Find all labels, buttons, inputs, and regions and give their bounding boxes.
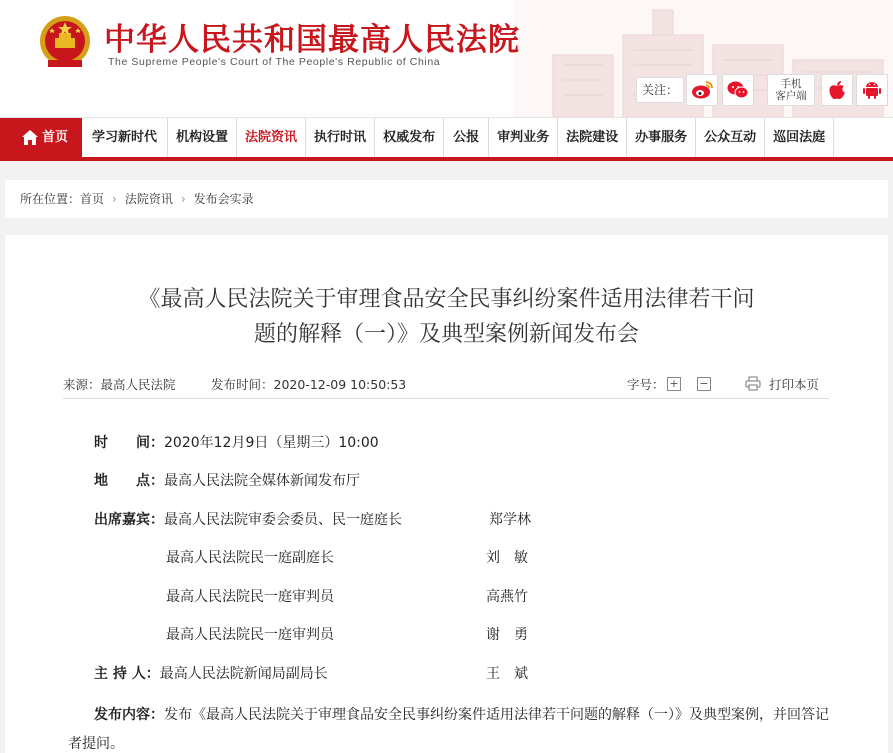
guest-title: 最高人民法院民一庭审判员 <box>166 627 334 643</box>
time-label: 时 间： <box>94 435 164 451</box>
content-text: 发布《最高人民法院关于审理食品安全民事纠纷案件适用法律若干问题的解释（一）》及典型案例，并回答记者提问。 <box>68 707 829 752</box>
guest-name: 谢 勇 <box>486 627 528 643</box>
chevron-right-icon: › <box>180 192 186 206</box>
guest-title: 最高人民法院审委会委员、民一庭庭长 <box>164 512 402 528</box>
time-value: 2020年12月9日（星期三）10:00 <box>164 435 379 451</box>
nav-items <box>0 118 834 158</box>
nav-item-study[interactable]: 学习新时代 <box>82 118 168 158</box>
location-label: 地 点： <box>94 473 164 489</box>
article-meta <box>63 375 829 399</box>
breadcrumb-home[interactable]: 首页 <box>80 192 105 206</box>
host-row <box>94 663 328 683</box>
nav-item-organization[interactable]: 机构设置 <box>168 118 237 158</box>
font-size-label: 字号： <box>627 377 665 392</box>
breadcrumb-prefix: 所在位置： <box>20 192 81 206</box>
article-publish-time: 发布时间：2020-12-09 10:50:53 <box>211 377 407 392</box>
nav-item-label: 首页 <box>42 130 69 145</box>
article-source: 来源：最高人民法院 <box>63 377 176 392</box>
android-icon <box>863 80 881 100</box>
print-label: 打印本页 <box>769 377 820 392</box>
nav-item-circuit-court[interactable]: 巡回法庭 <box>765 118 834 158</box>
guest-title: 最高人民法院民一庭审判员 <box>166 589 334 605</box>
release-content <box>68 701 838 753</box>
wechat-icon <box>727 80 749 100</box>
follow-label: 关注： <box>636 77 684 103</box>
zoom-in-button[interactable]: + <box>667 377 681 391</box>
site-subtitle: The Supreme People's Court of The People's Republic of China <box>108 56 441 68</box>
host-name: 王 斌 <box>486 666 528 682</box>
nav-item-public-interaction[interactable]: 公众互动 <box>696 118 765 158</box>
weibo-icon <box>691 80 713 100</box>
chevron-right-icon: › <box>112 192 117 206</box>
nav-item-gazette[interactable]: 公报 <box>444 118 489 158</box>
guest-name: 刘 敏 <box>486 550 528 566</box>
national-emblem-icon <box>38 14 92 70</box>
nav-item-trial-business[interactable]: 审判业务 <box>489 118 558 158</box>
article-title-line2: 题的解释（一）》及典型案例新闻发布会 <box>253 322 639 347</box>
guest-name: 郑学林 <box>489 512 531 528</box>
breadcrumb-court-news[interactable]: 法院资讯 <box>124 192 173 206</box>
article-title <box>5 282 888 352</box>
weibo-button[interactable] <box>686 74 718 106</box>
apple-app-button[interactable] <box>821 74 853 106</box>
breadcrumb <box>5 180 888 218</box>
host-label: 主 持 人： <box>94 666 160 682</box>
site-title[interactable]: 中华人民共和国最高人民法院 <box>104 22 520 58</box>
nav-item-home[interactable] <box>0 118 82 158</box>
zoom-out-button[interactable]: − <box>697 377 711 391</box>
guests-label: 出席嘉宾： <box>94 512 164 528</box>
article-title-line1: 《最高人民法院关于审理食品安全民事纠纷案件适用法律若干问 <box>138 287 755 312</box>
home-icon <box>22 130 38 145</box>
nav-item-court-construction[interactable]: 法院建设 <box>558 118 627 158</box>
time-row <box>94 432 379 452</box>
site-header <box>0 0 893 117</box>
guest-name: 高燕竹 <box>486 589 528 605</box>
article-panel <box>5 235 888 753</box>
content-label: 发布内容： <box>94 707 164 723</box>
mobile-label-line1: 手机 <box>780 78 802 90</box>
nav-accent-bar <box>0 157 893 161</box>
mobile-client-button[interactable] <box>767 74 815 106</box>
guests-row <box>94 509 402 529</box>
apple-icon <box>828 80 846 100</box>
host-title: 最高人民法院新闻局副局长 <box>159 666 328 682</box>
location-row <box>94 470 360 490</box>
nav-item-court-news[interactable]: 法院资讯 <box>237 118 306 158</box>
nav-item-official-release[interactable]: 权威发布 <box>375 118 444 158</box>
mobile-label-line2: 客户端 <box>775 90 807 102</box>
nav-item-execution-news[interactable]: 执行时讯 <box>306 118 375 158</box>
wechat-button[interactable] <box>722 74 754 106</box>
printer-icon <box>745 376 761 391</box>
breadcrumb-press-records[interactable]: 发布会实录 <box>193 192 254 206</box>
nav-item-services[interactable]: 办事服务 <box>627 118 696 158</box>
location-value: 最高人民法院全媒体新闻发布厅 <box>164 473 360 489</box>
android-app-button[interactable] <box>856 74 888 106</box>
guest-title: 最高人民法院民一庭副庭长 <box>166 550 334 566</box>
